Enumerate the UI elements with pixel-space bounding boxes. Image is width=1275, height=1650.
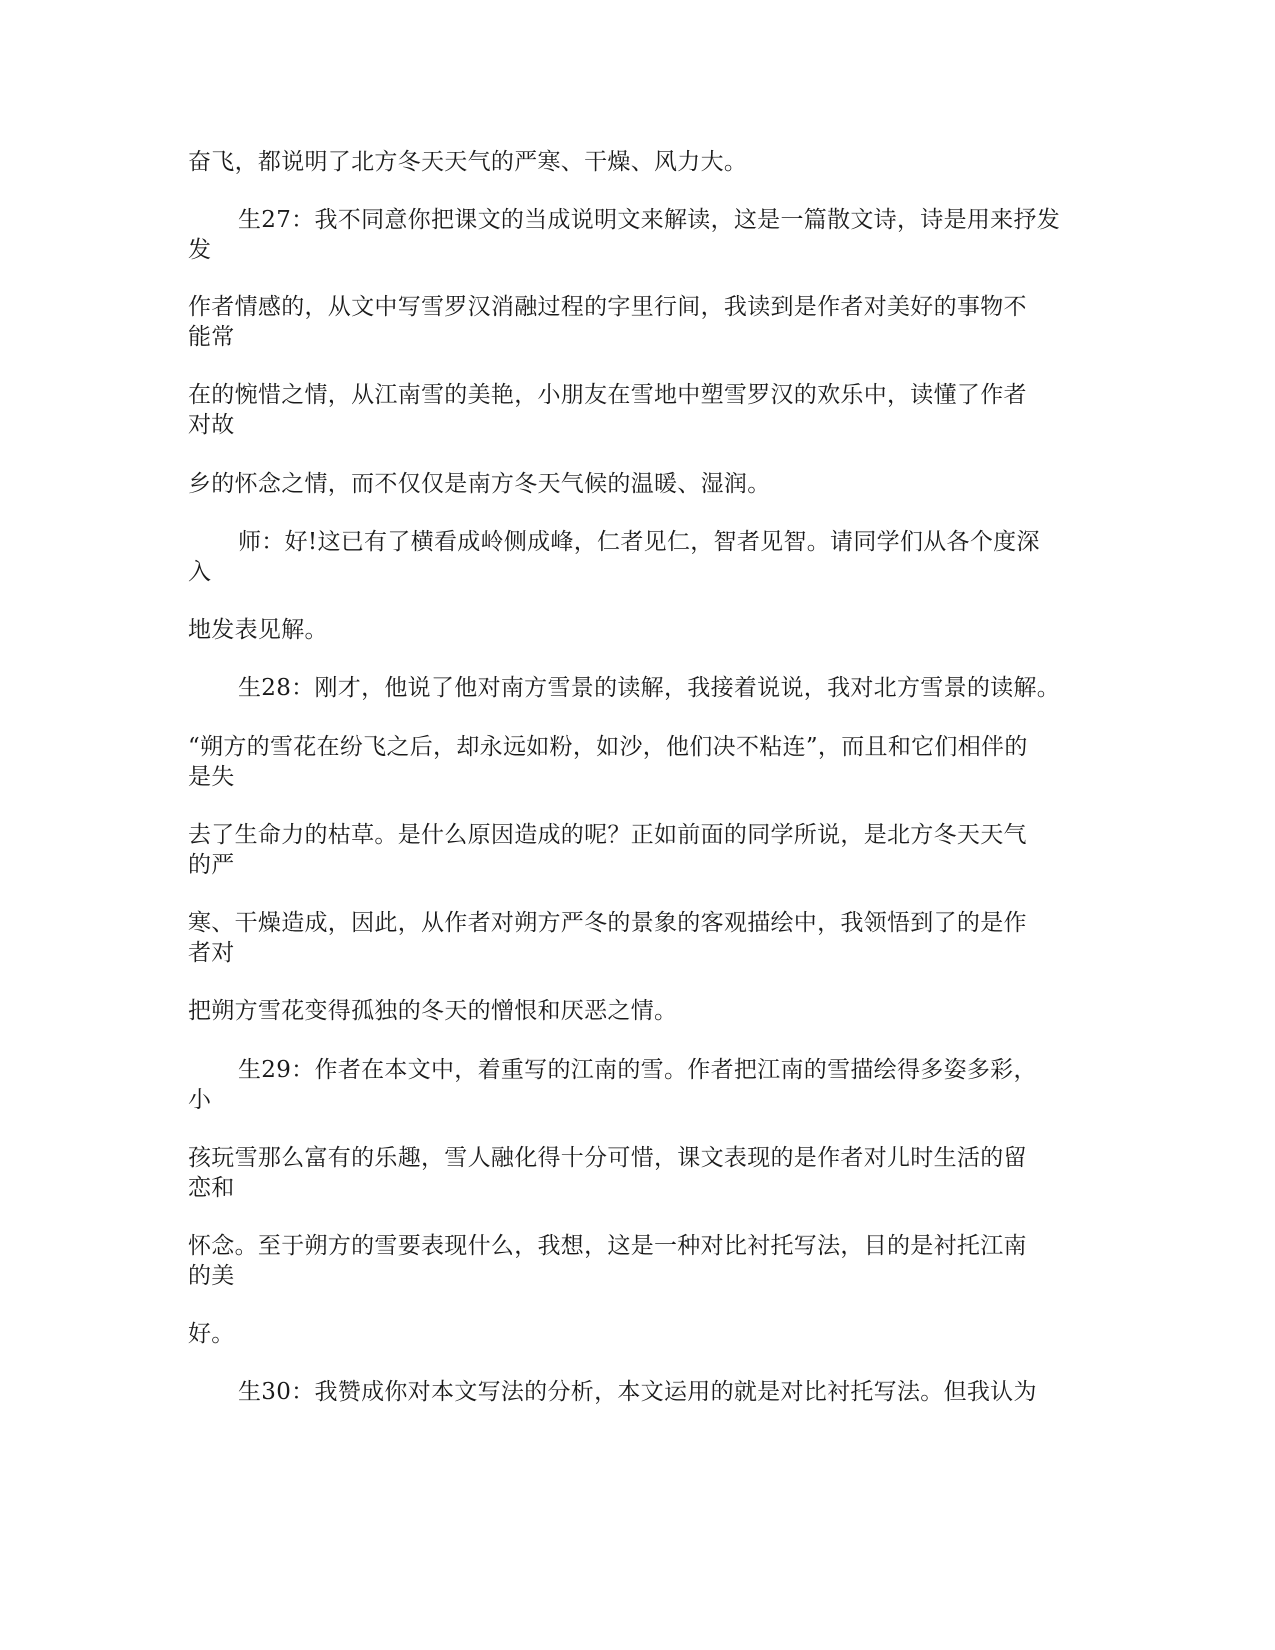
text-line: “朔方的雪花在纷飞之后，却永远如粉，如沙，他们决不粘连”，而且和它们相伴的: [188, 734, 1028, 760]
paragraph-line: 生29：作者在本文中，着重写的江南的雪。作者把江南的雪描绘得多姿多彩，: [238, 1057, 1037, 1083]
text-line: 入: [188, 559, 212, 585]
text-line: 怀念。至于朔方的雪要表现什么，我想，这是一种对比衬托写法，目的是衬托江南: [188, 1233, 1027, 1259]
text-line: 恋和: [188, 1175, 235, 1201]
text-line: 能常: [188, 324, 235, 350]
text-line: 把朔方雪花变得孤独的冬天的憎恨和厌恶之情。: [188, 998, 678, 1024]
text-line: 发: [188, 237, 212, 263]
text-line: 在的惋惜之情，从江南雪的美艳，小朋友在雪地中塑雪罗汉的欢乐中，读懂了作者: [188, 382, 1027, 408]
paragraph-line: 生27：我不同意你把课文的当成说明文来解读，这是一篇散文诗，诗是用来抒发: [238, 207, 1061, 233]
text-line: 者对: [188, 940, 235, 966]
text-line: 地发表见解。: [188, 617, 328, 643]
text-line: 奋飞，都说明了北方冬天天气的严寒、干燥、风力大。: [188, 149, 748, 175]
paragraph-line: 生30：我赞成你对本文写法的分析，本文运用的就是对比衬托写法。但我认为: [238, 1379, 1037, 1405]
paragraph-line: 生28：刚才，他说了他对南方雪景的读解，我接着说说，我对北方雪景的读解。: [238, 675, 1061, 701]
text-line: 孩玩雪那么富有的乐趣，雪人融化得十分可惜，课文表现的是作者对儿时生活的留: [188, 1145, 1027, 1171]
text-line: 是失: [188, 764, 235, 790]
text-line: 的严: [188, 852, 235, 878]
text-line: 好。: [188, 1321, 235, 1347]
paragraph-line: 师：好!这已有了横看成岭侧成峰，仁者见仁，智者见智。请同学们从各个度深: [238, 529, 1040, 555]
text-line: 乡的怀念之情，而不仅仅是南方冬天气候的温暖、湿润。: [188, 471, 771, 497]
text-line: 小: [188, 1087, 212, 1113]
text-line: 寒、干燥造成，因此，从作者对朔方严冬的景象的客观描绘中，我领悟到了的是作: [188, 910, 1027, 936]
text-line: 作者情感的，从文中写雪罗汉消融过程的字里行间，我读到是作者对美好的事物不: [188, 294, 1027, 320]
text-line: 对故: [188, 412, 235, 438]
text-line: 去了生命力的枯草。是什么原因造成的呢？正如前面的同学所说，是北方冬天天气: [188, 822, 1027, 848]
text-line: 的美: [188, 1263, 235, 1289]
